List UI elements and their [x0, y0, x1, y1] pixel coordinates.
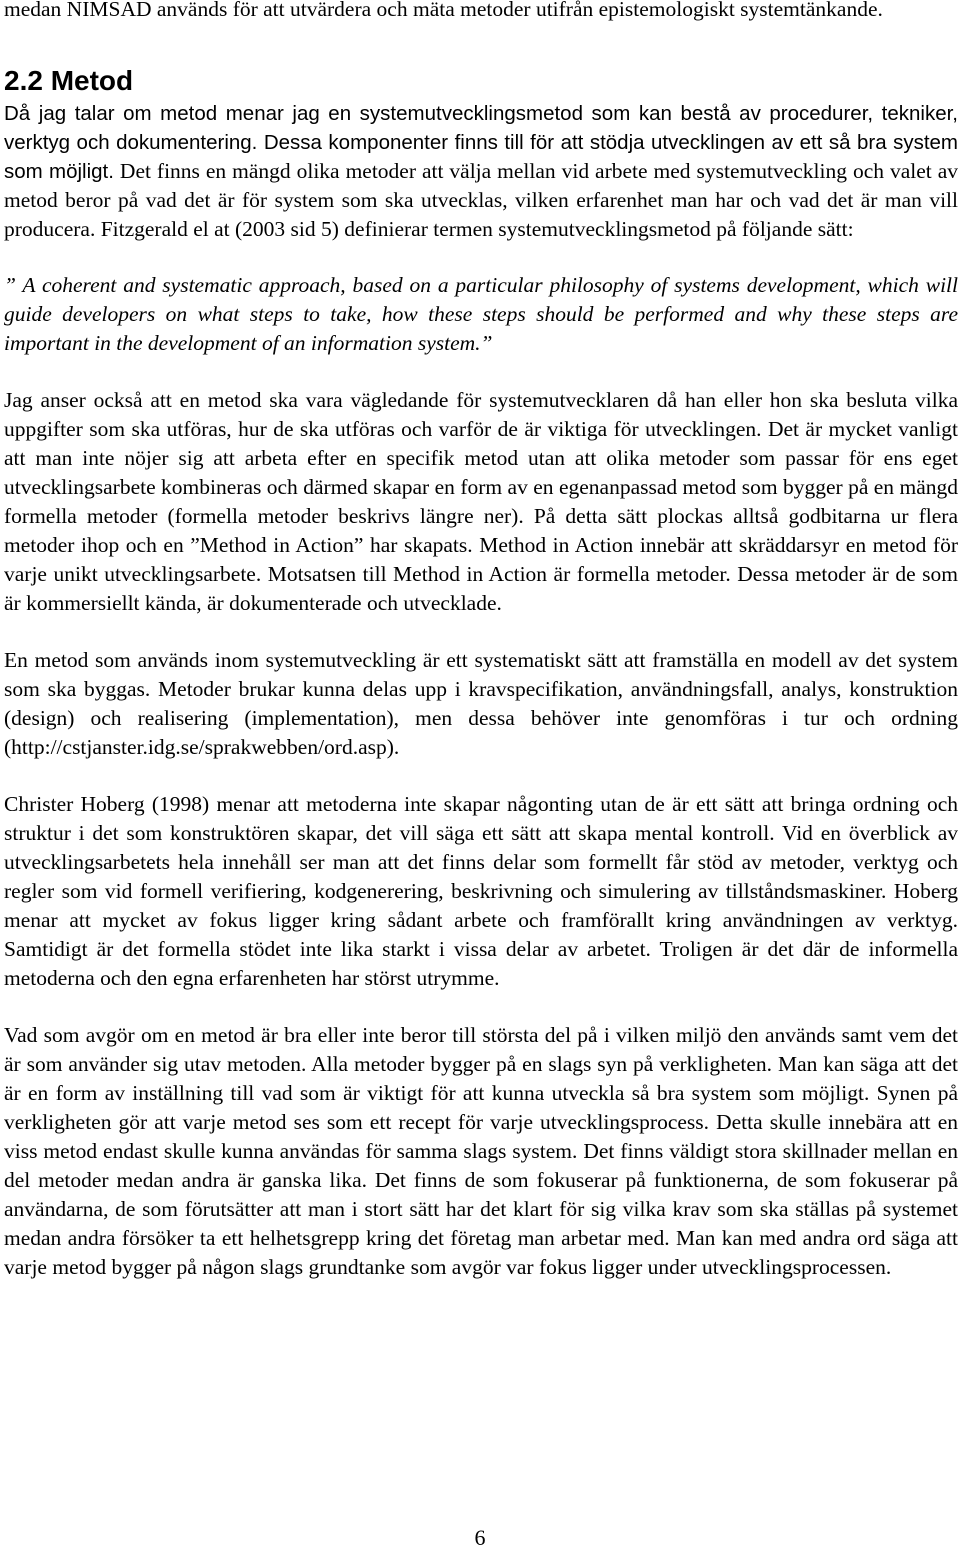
paragraph-method-definition: En metod som används inom systemutveckling är ett systematiskt sätt att framställa en modell av det system som ska byggas. Metoder brukar kunna delas upp i kravspecifikation, användningsfall, analys, konstruktion (design) och realisering (implementation), men dessa behöver inte genomföras i tur och ordning (http://cstjanster.idg.se/sprakwebben/ord.asp). [4, 648, 958, 759]
section-heading: 2.2 Metod [4, 65, 134, 96]
method-definition-paragraph [4, 99, 958, 244]
document-page [4, 0, 958, 1282]
fitzgerald-quote: ” A coherent and systematic approach, based on a particular philosophy of systems development, which will guide developers on what steps to take, how these steps should be performed and why these steps are important in the development of an information system.” [4, 273, 958, 355]
method-definition-serif-text: Det finns en mängd olika metoder att välja mellan vid arbete med systemutveckling och valet av metod beror på vad det är för system som ska utvecklas, vilken erfarenhet man har och vad det är man vill producera. Fitzgerald el at (2003 sid 5) definierar termen systemutvecklingsmetod på följande sätt: [4, 159, 958, 241]
paragraph-method-choice: Vad som avgör om en metod är bra eller inte beror till största del på i vilken miljö den används samt vem det är som använder sig utav metoden. Alla metoder bygger på en slags syn på verkligheten. Man kan säga att det är en form av inställning till vad som är viktigt för att kunna utveckla så bra system som möjligt. Synen på verkligheten gör att varje metod ses som ett recept för varje utvecklingsprocess. Detta skulle innebära att en viss metod endast skulle kunna användas för samma slags system. Det finns väldigt stora skillnader mellan en del metoder medan andra är ganska lika. Det finns de som fokuserar på funktionerna, de som fokuserar på användarna, de som förutsätter att man i stort sätt har det klart för sig vilka krav som ska ställas på systemet medan andra försöker ta ett helhetsgrepp kring det företag man arbetar med. Man kan med andra ord säga att varje metod bygger på någon slags grundtanke som avgör var fokus ligger under utvecklingsprocessen. [4, 1023, 958, 1279]
page-number: 6 [474, 1525, 486, 1550]
paragraph-hoberg: Christer Hoberg (1998) menar att metoderna inte skapar någonting utan de är ett sätt att bringa ordning och struktur i det som konstruktören skapar, det vill säga ett sätt att skapa mental kontroll. Vid en överblick av utvecklingsarbetets hela innehåll ser man att det finns delar som formellt får stöd av metoder, verktyg och regler som vid formell verifiering, kodgenerering, beskrivning och simulering av tillståndsmaskiner. Hoberg menar att mycket av fokus ligger kring sådant arbete och framförallt kring användningen av verktyg. Samtidigt är det formella stödet inte lika starkt i vissa delar av arbetet. Troligen är det där de informella metoderna och den egna erfarenheten har störst utrymme. [4, 792, 958, 990]
method-definition-sans-text: Då jag talar om metod menar jag en systemutvecklingsmetod som kan bestå av procedurer, tekniker, verktyg och dokumentering. Dessa komponenter finns till för att stödja utvecklingen av ett så bra system som möjligt. [4, 102, 958, 183]
intro-paragraph: medan NIMSAD används för att utvärdera och mäta metoder utifrån epistemologiskt systemtänkande. [4, 0, 883, 21]
paragraph-guidance: Jag anser också att en metod ska vara vägledande för systemutvecklaren då han eller hon ska besluta vilka uppgifter som ska utföras, hur de ska utföras och varför de är viktiga för utvecklingen. Det är mycket vanligt att man inte nöjer sig att arbeta efter en specifik metod utan att olika metoder som passar för ens eget utvecklingsarbete kombineras och därmed skapar en form av en egenanpassad metod som bygger på en mängd formella metoder (formella metoder beskrivs längre ner). På detta sätt plockas alltså godbitarna ur flera metoder ihop och en ”Method in Action” har skapats. Method in Action innebär att skräddarsyr en metod för varje unikt utvecklingsarbete. Motsatsen till Method in Action är formella metoder. Dessa metoder är de som är kommersiellt kända, är dokumenterade och utvecklade. [4, 388, 958, 615]
